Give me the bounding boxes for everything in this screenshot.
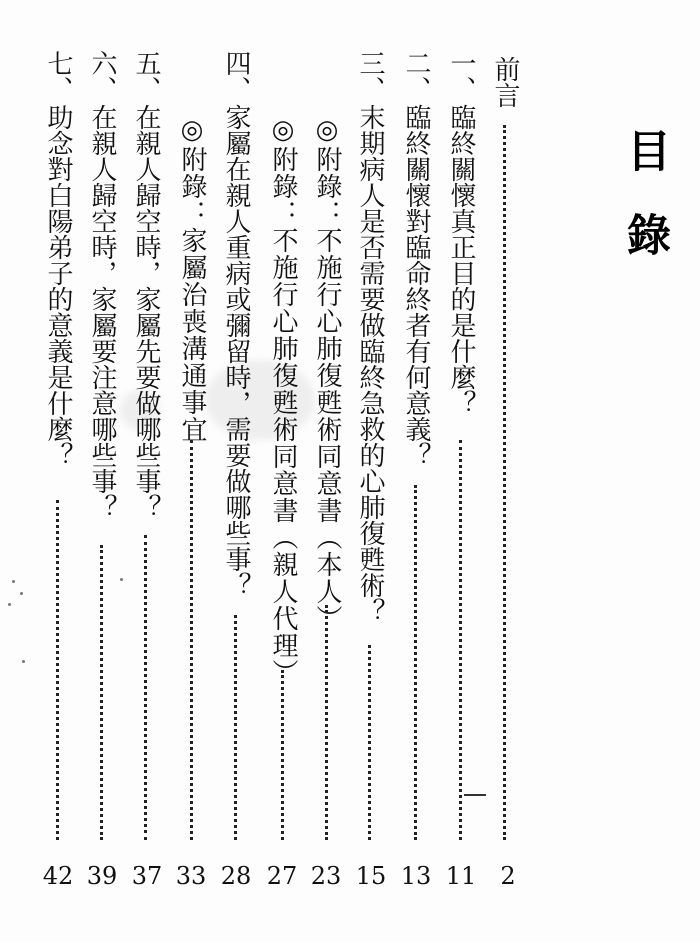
toc-page-number: 33 [175, 862, 207, 890]
toc-entry-text: ◎附錄：不施行心肺復甦術同意書（親人代理） [268, 115, 298, 686]
toc-entry-mark: 、 [401, 76, 431, 104]
toc-entry-mark: 、 [87, 76, 117, 104]
toc-entry-mark: 、 [355, 76, 385, 104]
leader-dots [459, 440, 466, 840]
toc-entry-text: 家屬在親人重病或彌留時，需要做哪些事？ [221, 104, 251, 598]
toc-entry-number: 四 [221, 50, 251, 76]
toc-entry-text: 末期病人是否需要做臨終急救的心肺復甦術？ [355, 104, 385, 624]
scan-speck [22, 660, 25, 663]
leader-dots [190, 440, 197, 840]
leader-dots [144, 535, 151, 840]
toc-page-number: 37 [131, 862, 163, 890]
toc-page-number: 13 [400, 862, 432, 890]
leader-dots [503, 125, 510, 840]
leader-dots [234, 615, 241, 840]
toc-page-number: 11 [445, 862, 477, 890]
toc-entry-number: 三 [355, 50, 385, 76]
toc-entry-mark: 、 [221, 76, 251, 104]
toc-page-number: 42 [42, 862, 74, 890]
leader-dots [56, 500, 63, 840]
leader-dots [368, 645, 375, 840]
leader-dots [281, 670, 288, 840]
toc-entry-number: 六 [87, 50, 117, 76]
scan-speck [12, 580, 15, 583]
toc-page-number: 28 [220, 862, 252, 890]
toc-entry-mark: 、 [446, 76, 476, 104]
toc-page-number: 2 [500, 862, 516, 890]
leader-dots [414, 485, 421, 840]
toc-entry-number: 五 [131, 50, 161, 76]
toc-entry-number: 一 [446, 50, 476, 76]
toc-entry-number: 七 [43, 50, 73, 76]
toc-entry-text: ◎附錄：不施行心肺復甦術同意書（本人） [312, 115, 342, 632]
leader-dots [325, 605, 332, 840]
toc-entry-mark: 、 [131, 76, 161, 104]
toc-entry-mark: 、 [43, 76, 73, 104]
scan-speck [20, 592, 23, 595]
toc-page-number: 15 [355, 862, 387, 890]
toc-entry-text: 在親人歸空時，家屬要注意哪些事？ [87, 104, 117, 520]
scan-speck [120, 578, 123, 581]
scan-smudge [120, 390, 160, 430]
scan-stroke [464, 794, 486, 796]
toc-entry-text: ◎附錄：家屬治喪溝通事宜 [177, 115, 207, 443]
toc-entry-text: 臨終關懷對臨命終者有何意義？ [401, 104, 431, 468]
scan-smudge [205, 360, 315, 440]
toc-page-number: 39 [86, 862, 118, 890]
toc-entry-text: 在親人歸空時，家屬先要做哪些事？ [131, 104, 161, 520]
toc-page-number: 23 [310, 862, 342, 890]
toc-entry-text: 臨終關懷真正目的是什麼？ [446, 104, 476, 416]
leader-dots [100, 545, 107, 840]
toc-page-number: 27 [266, 862, 298, 890]
page-title: 目錄 [619, 128, 670, 296]
toc-entry-text: 助念對白陽弟子的意義是什麼？ [43, 104, 73, 468]
toc-entry-text: 前言 [490, 56, 520, 108]
scan-speck [8, 603, 11, 606]
toc-entry-number: 二 [401, 50, 431, 76]
